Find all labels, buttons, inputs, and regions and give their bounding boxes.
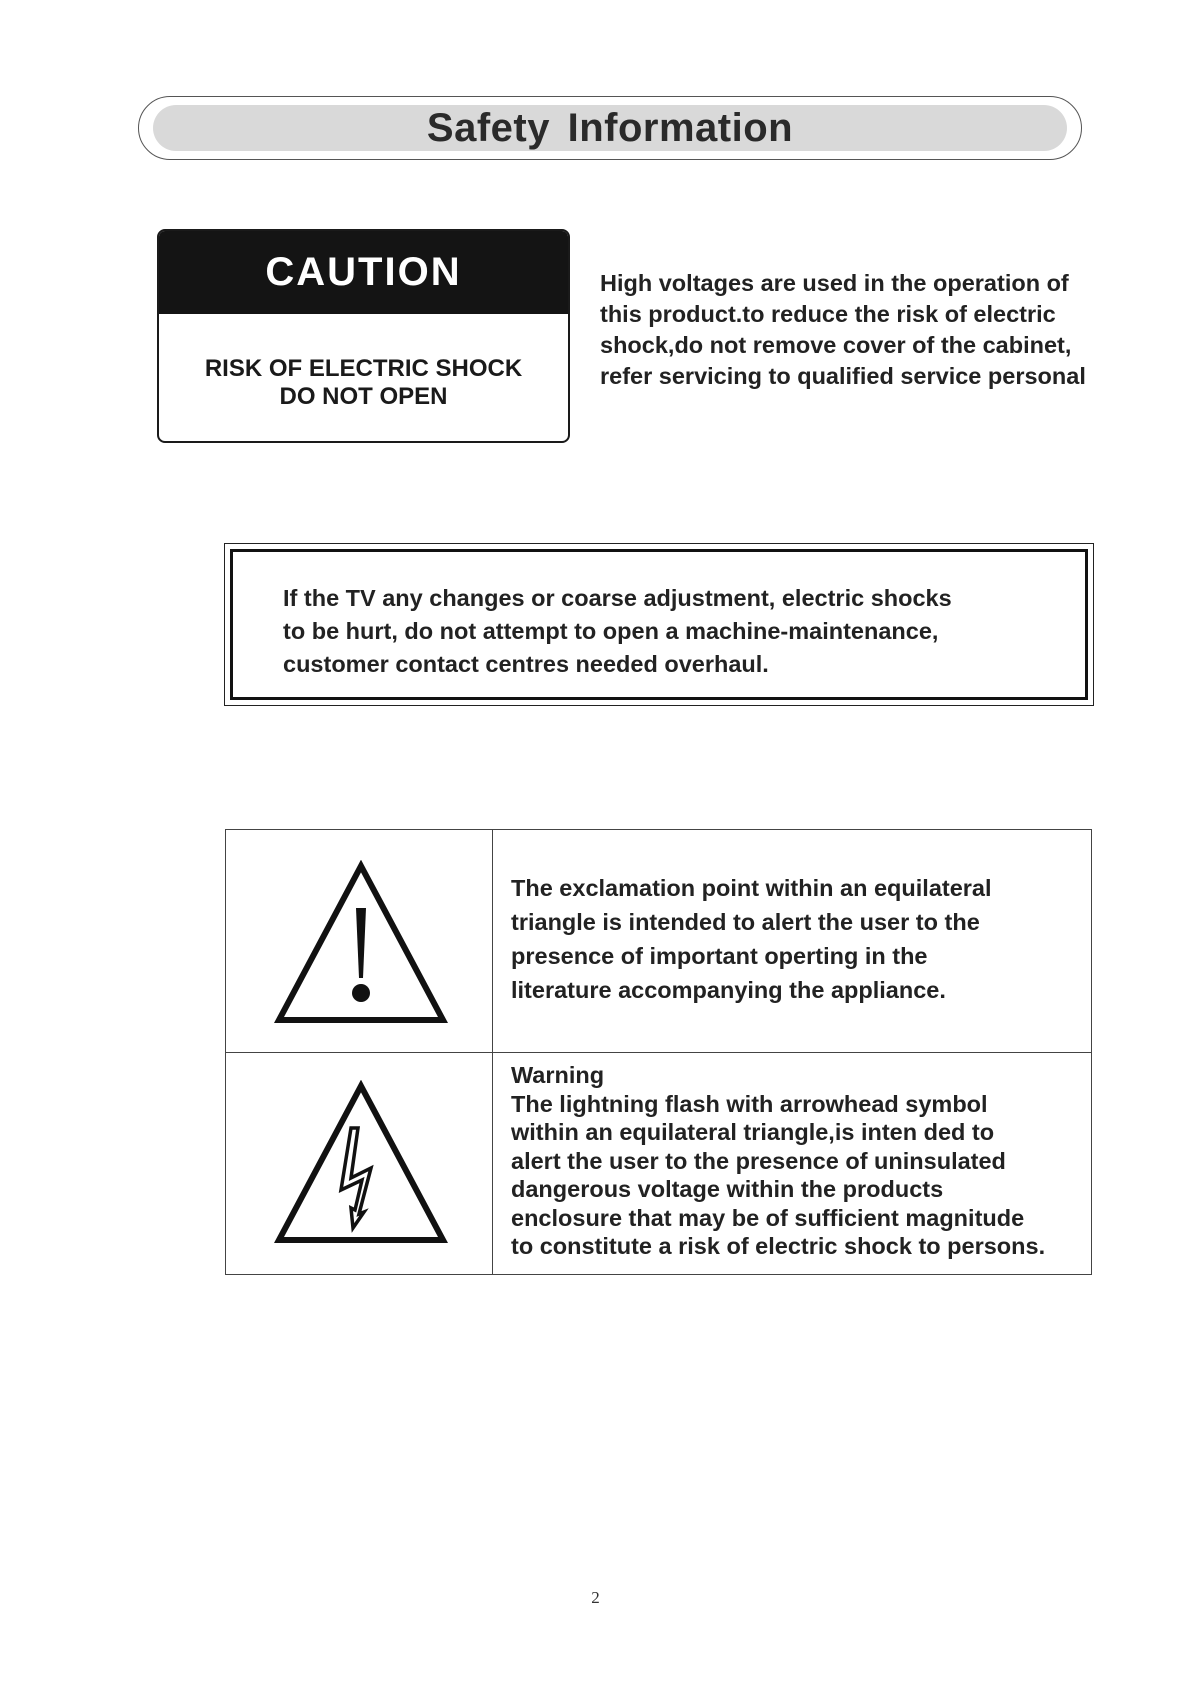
high-voltage-line: this product.to reduce the risk of electric xyxy=(600,301,1056,327)
caution-message xyxy=(159,355,568,411)
description-line: to constitute a risk of electric shock to persons. xyxy=(511,1233,1046,1259)
exclamation-description xyxy=(511,871,1081,1052)
maintenance-notice-box xyxy=(224,543,1094,706)
description-line: The exclamation point within an equilateral xyxy=(511,875,992,901)
description-line: enclosure that may be of sufficient magnitude xyxy=(511,1204,1025,1231)
page-title: Safety Information xyxy=(426,105,794,150)
caution-sign xyxy=(157,229,570,443)
notice-line: If the TV any changes or coarse adjustment, electric shocks xyxy=(283,585,952,611)
caution-heading: CAUTION xyxy=(265,250,462,294)
caution-header xyxy=(159,231,568,314)
title-banner xyxy=(138,96,1082,160)
description-line: dangerous voltage within the products xyxy=(511,1176,944,1202)
description-line: presence of important operting in the xyxy=(511,943,928,969)
description-line: triangle is intended to alert the user to the xyxy=(511,909,980,935)
high-voltage-line: shock,do not remove cover of the cabinet, xyxy=(600,332,1072,358)
description-line: within an equilateral triangle,is inten ded to xyxy=(511,1119,995,1145)
notice-line: to be hurt, do not attempt to open a machine-maintenance, xyxy=(283,618,939,644)
notice-line: customer contact centres needed overhaul. xyxy=(283,651,769,677)
symbol-icon-cell xyxy=(226,1052,493,1274)
lightning-triangle-icon xyxy=(273,1080,449,1246)
symbols-table xyxy=(225,829,1092,1275)
high-voltage-line: High voltages are used in the operation of xyxy=(600,270,1069,296)
description-line: literature accompanying the appliance. xyxy=(511,977,946,1003)
description-heading: Warning xyxy=(511,1062,605,1088)
symbol-row-lightning xyxy=(226,1052,1091,1274)
page-number: 2 xyxy=(591,1588,600,1607)
maintenance-notice-frame xyxy=(230,549,1088,700)
symbol-icon-cell xyxy=(226,830,493,1052)
description-line: The lightning flash with arrowhead symbol xyxy=(511,1090,988,1117)
maintenance-notice-text xyxy=(283,582,952,681)
lightning-description xyxy=(511,1061,1081,1274)
exclamation-triangle-icon xyxy=(273,860,449,1026)
high-voltage-line: refer servicing to qualified service personal xyxy=(600,363,1086,389)
high-voltage-warning xyxy=(600,268,1160,392)
symbol-row-exclamation xyxy=(226,830,1091,1053)
caution-line-1: RISK OF ELECTRIC SHOCK xyxy=(204,355,523,382)
title-banner-fill xyxy=(153,105,1067,151)
caution-line-2: DO NOT OPEN xyxy=(279,383,448,410)
description-line: alert the user to the presence of uninsulated xyxy=(511,1147,1006,1174)
